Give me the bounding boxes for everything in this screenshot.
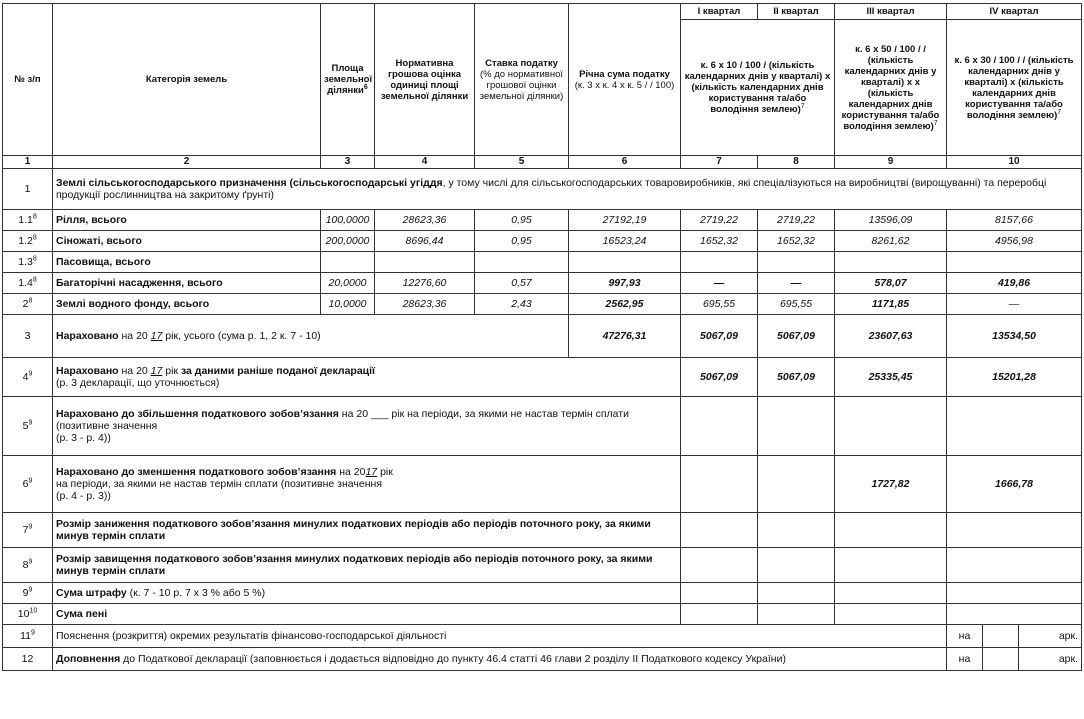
table-row-12 — [3, 648, 1082, 671]
q4-cell: 15201,28 — [947, 358, 1082, 397]
col-number: 4 — [375, 156, 475, 169]
q2-cell — [758, 548, 835, 583]
row-number: $4^9$ — [3, 358, 53, 397]
q3-cell — [835, 583, 947, 604]
annual-cell: 47276,31 — [569, 315, 681, 358]
row-label: Сума штрафу (к. 7 - 10 р. 7 х 3 % або 5 %) — [53, 583, 681, 604]
col-number: 2 — [53, 156, 321, 169]
annual-cell: 16523,24 — [569, 231, 681, 252]
header-ngo: Нормативна грошова оцінка одиниці площі земельної ділянки — [375, 4, 475, 156]
table-row-5 — [3, 397, 1082, 456]
q3-cell: 1171,85 — [835, 294, 947, 315]
annual-cell: 997,93 — [569, 273, 681, 294]
q3-cell — [835, 604, 947, 625]
row-label: Пасовища, всього — [53, 252, 321, 273]
row-number: $7^9$ — [3, 513, 53, 548]
q3-cell — [835, 252, 947, 273]
pages-ark-label: арк. — [1019, 648, 1082, 671]
q2-cell — [758, 513, 835, 548]
q3-cell — [835, 548, 947, 583]
header-q4-formula: к. 6 х 30 / 100 / / (кількість календарних днів у кварталі) х (кількість календарних днів користування та/або володіння землею)$^7$ — [947, 20, 1082, 156]
q3-cell — [835, 513, 947, 548]
q2-cell: 2719,22 — [758, 210, 835, 231]
q4-cell: 4956,98 — [947, 231, 1082, 252]
header-q12-formula: к. 6 х 10 / 100 / (кількість календарних днів у кварталі) х (кількість календарних днів користування та/або володіння землею)$^7$ — [681, 20, 835, 156]
row-number: $11^9$ — [3, 625, 53, 648]
row-number: $1.4^8$ — [3, 273, 53, 294]
q4-cell: 13534,50 — [947, 315, 1082, 358]
q2-cell — [758, 397, 835, 456]
ngo-cell — [375, 252, 475, 273]
pages-count-field[interactable] — [983, 625, 1019, 648]
row-label: Нараховано на 20 17 рік за даними раніше поданої декларації (р. 3 декларації, що уточнюється) — [53, 358, 681, 397]
row-number: 12 — [3, 648, 53, 671]
header-number: № з/п — [3, 4, 53, 156]
q3-cell: 8261,62 — [835, 231, 947, 252]
table-row-10 — [3, 604, 1082, 625]
ngo-cell: 28623,36 — [375, 210, 475, 231]
q2-cell — [758, 456, 835, 513]
row-label: Землі водного фонду, всього — [53, 294, 321, 315]
table-row-1-4 — [3, 273, 1082, 294]
header-annual: Річна сума податку (к. 3 х к. 4 х к. 5 / / 100) — [569, 4, 681, 156]
q1-cell: 5067,09 — [681, 315, 758, 358]
q2-cell: 5067,09 — [758, 315, 835, 358]
table-row-1-2 — [3, 231, 1082, 252]
row-number: 3 — [3, 315, 53, 358]
col-number: 7 — [681, 156, 758, 169]
area-cell: 10,0000 — [321, 294, 375, 315]
area-cell: 100,0000 — [321, 210, 375, 231]
row-number: $8^9$ — [3, 548, 53, 583]
ngo-cell: 28623,36 — [375, 294, 475, 315]
row-label: Сума пені — [53, 604, 681, 625]
pages-ark-label: арк. — [1019, 625, 1082, 648]
ngo-cell: 8696,44 — [375, 231, 475, 252]
q4-cell — [947, 397, 1082, 456]
annual-cell: 27192,19 — [569, 210, 681, 231]
q3-cell: 25335,45 — [835, 358, 947, 397]
q4-cell: 8157,66 — [947, 210, 1082, 231]
row-number: $9^9$ — [3, 583, 53, 604]
annual-cell — [569, 252, 681, 273]
q1-cell: 5067,09 — [681, 358, 758, 397]
pages-count-field[interactable] — [983, 648, 1019, 671]
table-row-4 — [3, 358, 1082, 397]
col-number: 9 — [835, 156, 947, 169]
row-label: Доповнення до Податкової декларації (заповнюється і додається відповідно до пункту 46.4 статті 46 глави 2 розділу II Податкового кодексу України) — [53, 648, 947, 671]
q2-cell — [758, 583, 835, 604]
q1-cell — [681, 548, 758, 583]
header-q2: II квартал — [758, 4, 835, 20]
annual-cell: 2562,95 — [569, 294, 681, 315]
row-label: Рілля, всього — [53, 210, 321, 231]
row-number: $6^9$ — [3, 456, 53, 513]
tax-declaration-table — [2, 3, 1082, 671]
column-numbers-row — [3, 156, 1082, 169]
header-q3: III квартал — [835, 4, 947, 20]
area-cell — [321, 252, 375, 273]
q1-cell — [681, 583, 758, 604]
row-label: Сіножаті, всього — [53, 231, 321, 252]
rate-cell — [475, 252, 569, 273]
table-row-1-3 — [3, 252, 1082, 273]
header-q1: I квартал — [681, 4, 758, 20]
q2-cell: — — [758, 273, 835, 294]
ngo-cell: 12276,60 — [375, 273, 475, 294]
col-number: 5 — [475, 156, 569, 169]
q4-cell: 1666,78 — [947, 456, 1082, 513]
row-label: Розмір завищення податкового зобов’язання минулих податкових періодів або періодів поточного року, за якими минув термін сплати — [53, 548, 681, 583]
row-label: Нараховано до зменшення податкового зобов’язання на 2017 рік на періоди, за якими не настав термін сплати (позитивне значення (р. 4 - р. 3)) — [53, 456, 681, 513]
row-number: $5^9$ — [3, 397, 53, 456]
q4-cell — [947, 583, 1082, 604]
rate-cell: 0,95 — [475, 210, 569, 231]
q4-cell — [947, 548, 1082, 583]
row-label: Нараховано до збільшення податкового зобов’язання на 20 ___ рік на періоди, за якими не настав термін сплати (позитивне значення (р. 3 - р. 4)) — [53, 397, 681, 456]
q1-cell: 2719,22 — [681, 210, 758, 231]
table-row-8 — [3, 548, 1082, 583]
q1-cell — [681, 604, 758, 625]
area-cell: 20,0000 — [321, 273, 375, 294]
row-number: $1.2^8$ — [3, 231, 53, 252]
row-number: $10^{10}$ — [3, 604, 53, 625]
q1-cell: 695,55 — [681, 294, 758, 315]
table-row-9 — [3, 583, 1082, 604]
col-number: 1 — [3, 156, 53, 169]
q2-cell: 5067,09 — [758, 358, 835, 397]
col-number: 10 — [947, 156, 1082, 169]
q1-cell — [681, 252, 758, 273]
header-q4: IV квартал — [947, 4, 1082, 20]
table-row-2 — [3, 294, 1082, 315]
table-row-1 — [3, 169, 1082, 210]
row-number: $2^8$ — [3, 294, 53, 315]
pages-na-label: на — [947, 625, 983, 648]
q1-cell: 1652,32 — [681, 231, 758, 252]
table-row-7 — [3, 513, 1082, 548]
col-number: 3 — [321, 156, 375, 169]
row-label: Нараховано на 20 17 рік, усього (сума р. 1, 2 к. 7 - 10) — [53, 315, 569, 358]
table-row-11 — [3, 625, 1082, 648]
table-row-1-1 — [3, 210, 1082, 231]
q1-cell — [681, 397, 758, 456]
q3-cell: 23607,63 — [835, 315, 947, 358]
header-category: Категорія земель — [53, 4, 321, 156]
header-area: Площа земельної ділянки$^6$ — [321, 4, 375, 156]
rate-cell: 2,43 — [475, 294, 569, 315]
q1-cell: — — [681, 273, 758, 294]
q3-cell: 1727,82 — [835, 456, 947, 513]
row-label: Землі сільськогосподарського призначення (сільськогосподарські угіддя, у тому числі для сільськогосподарських товаровиробників, які спеціалізуються на виробництві (вирощуванні) та переробці продукції рослинництва на закритому ґрунті) — [53, 169, 1082, 210]
row-label: Багаторічні насадження, всього — [53, 273, 321, 294]
q3-cell — [835, 397, 947, 456]
col-number: 6 — [569, 156, 681, 169]
q1-cell — [681, 513, 758, 548]
header-q3-formula: к. 6 х 50 / 100 / / (кількість календарних днів у кварталі) х х (кількість календарних днів користування та/або володіння землею)$^7$ — [835, 20, 947, 156]
area-cell: 200,0000 — [321, 231, 375, 252]
q2-cell — [758, 252, 835, 273]
row-number: $1.3^8$ — [3, 252, 53, 273]
row-label: Розмір заниження податкового зобов’язання минулих податкових періодів або періодів поточного року, за якими минув термін сплати — [53, 513, 681, 548]
q1-cell — [681, 456, 758, 513]
q4-cell: — — [947, 294, 1082, 315]
row-number: 1 — [3, 169, 53, 210]
header-rate: Ставка податку (% до нормативної грошової оцінки земельної ділянки) — [475, 4, 569, 156]
q4-cell: 419,86 — [947, 273, 1082, 294]
table-row-3 — [3, 315, 1082, 358]
q2-cell: 695,55 — [758, 294, 835, 315]
rate-cell: 0,95 — [475, 231, 569, 252]
row-label: Пояснення (розкриття) окремих результатів фінансово-господарської діяльності — [53, 625, 947, 648]
row-number: $1.1^8$ — [3, 210, 53, 231]
pages-na-label: на — [947, 648, 983, 671]
q4-cell — [947, 604, 1082, 625]
q3-cell: 578,07 — [835, 273, 947, 294]
col-number: 8 — [758, 156, 835, 169]
q2-cell — [758, 604, 835, 625]
rate-cell: 0,57 — [475, 273, 569, 294]
q2-cell: 1652,32 — [758, 231, 835, 252]
q4-cell — [947, 513, 1082, 548]
q4-cell — [947, 252, 1082, 273]
q3-cell: 13596,09 — [835, 210, 947, 231]
table-row-6 — [3, 456, 1082, 513]
